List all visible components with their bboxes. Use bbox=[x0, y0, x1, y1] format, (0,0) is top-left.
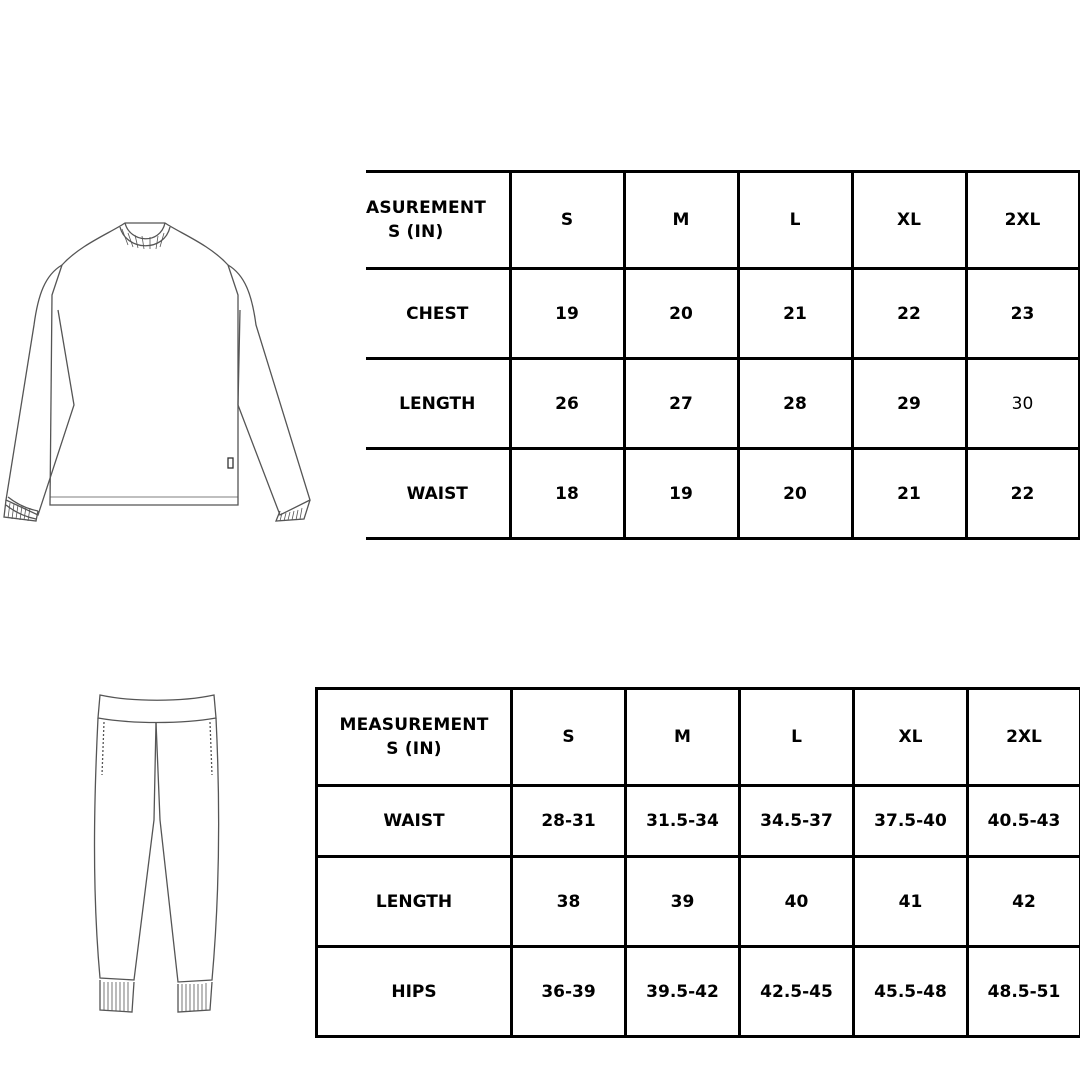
size-header-l: L bbox=[738, 172, 852, 269]
table-row bbox=[366, 269, 1079, 359]
table-cell: 20 bbox=[738, 449, 852, 539]
table-cell: 41 bbox=[854, 857, 968, 947]
row-label: WAIST bbox=[317, 786, 512, 857]
table-cell: 29 bbox=[852, 359, 966, 449]
size-header-2xl: 2XL bbox=[968, 689, 1080, 786]
table-cell: 19 bbox=[624, 449, 738, 539]
table-cell: 20 bbox=[624, 269, 738, 359]
table-cell: 18 bbox=[510, 449, 624, 539]
row-label: WAIST bbox=[366, 449, 510, 539]
table-cell: 42 bbox=[968, 857, 1080, 947]
table-cell: 23 bbox=[966, 269, 1079, 359]
table-cell: 30 bbox=[966, 359, 1079, 449]
size-header-xl: XL bbox=[854, 689, 968, 786]
table-cell: 45.5-48 bbox=[854, 947, 968, 1037]
table-cell: 22 bbox=[966, 449, 1079, 539]
table-cell: 27 bbox=[624, 359, 738, 449]
table-cell: 36-39 bbox=[512, 947, 626, 1037]
table-row bbox=[366, 449, 1079, 539]
jogger-pants-icon bbox=[92, 690, 222, 1015]
size-header-m: M bbox=[626, 689, 740, 786]
row-label: HIPS bbox=[317, 947, 512, 1037]
table-cell: 21 bbox=[738, 269, 852, 359]
table-header-row bbox=[366, 172, 1079, 269]
size-header-s: S bbox=[512, 689, 626, 786]
table-row bbox=[317, 947, 1080, 1037]
table-cell: 19 bbox=[510, 269, 624, 359]
table-row bbox=[317, 857, 1080, 947]
table-cell: 28 bbox=[738, 359, 852, 449]
table-cell: 40.5-43 bbox=[968, 786, 1080, 857]
measurement-header bbox=[366, 172, 510, 269]
size-header-2xl: 2XL bbox=[966, 172, 1079, 269]
table-cell: 28-31 bbox=[512, 786, 626, 857]
size-header-s: S bbox=[510, 172, 624, 269]
measurement-label-line2: S (IN) bbox=[388, 222, 444, 242]
table-cell: 21 bbox=[852, 449, 966, 539]
table-cell: 39 bbox=[626, 857, 740, 947]
row-label: LENGTH bbox=[366, 359, 510, 449]
table-cell: 39.5-42 bbox=[626, 947, 740, 1037]
measurement-label-line2: S (IN) bbox=[386, 739, 442, 759]
table-cell: 31.5-34 bbox=[626, 786, 740, 857]
table-cell: 42.5-45 bbox=[740, 947, 854, 1037]
table-cell: 22 bbox=[852, 269, 966, 359]
row-label: LENGTH bbox=[317, 857, 512, 947]
sweatshirt-size-table bbox=[366, 170, 1080, 540]
table-row bbox=[366, 359, 1079, 449]
table-cell: 34.5-37 bbox=[740, 786, 854, 857]
table-cell: 37.5-40 bbox=[854, 786, 968, 857]
size-header-xl: XL bbox=[852, 172, 966, 269]
size-header-m: M bbox=[624, 172, 738, 269]
table-header-row bbox=[317, 689, 1080, 786]
table-cell: 38 bbox=[512, 857, 626, 947]
row-label: CHEST bbox=[366, 269, 510, 359]
size-header-l: L bbox=[740, 689, 854, 786]
pants-size-table bbox=[315, 687, 1080, 1038]
measurement-label-line1: MEASUREMENT bbox=[339, 715, 489, 735]
measurement-header bbox=[317, 689, 512, 786]
sweatshirt-icon bbox=[0, 215, 315, 525]
table-cell: 40 bbox=[740, 857, 854, 947]
table-row bbox=[317, 786, 1080, 857]
table-cell: 26 bbox=[510, 359, 624, 449]
measurement-label-line1: ASUREMENT bbox=[366, 198, 487, 218]
table-cell: 48.5-51 bbox=[968, 947, 1080, 1037]
